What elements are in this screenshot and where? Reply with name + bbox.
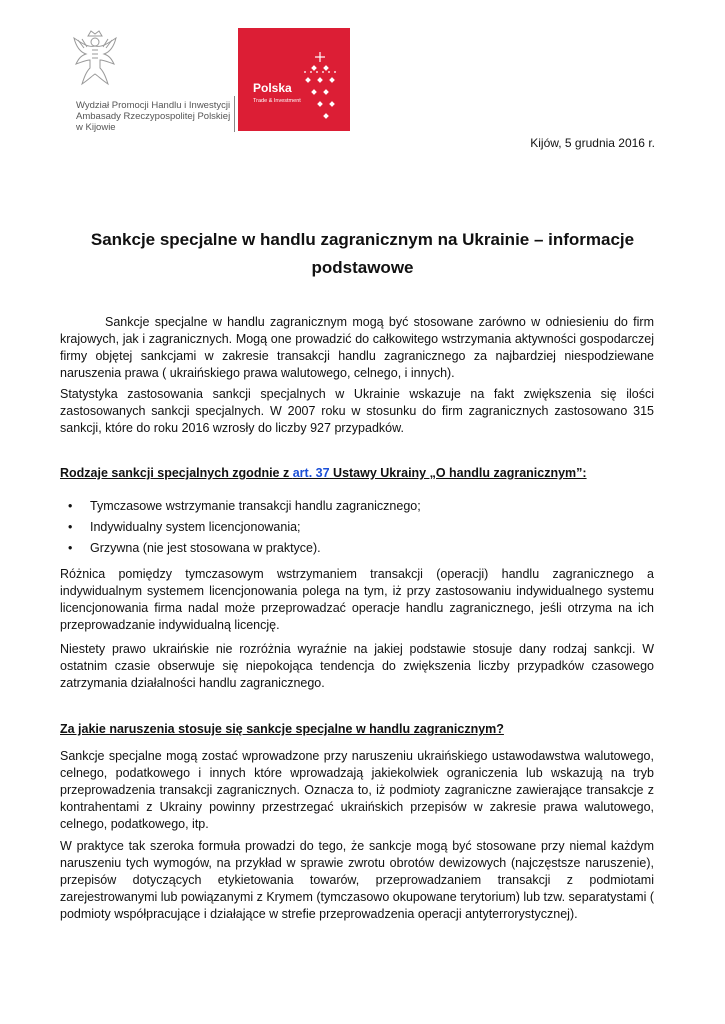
paragraph: W praktyce tak szeroka formuła prowadzi do tego, że sankcje mogą być stosowane przy niemal każdym naruszeniu tych wymogów, na przykład w sprawie zwrotu obrotów dewizowych (najczęstsze naruszenie), przepisów dotyczących etykietowania towarów, przeprowadzaniem transakcji z podmiotami zarejestrowanymi lub powiązanymi z Krymem (tymczasowo okupowane terytorium) lub tzw. separatystami ( podmioty współpracujące i działające w strefie przeprowadzenia operacji antyterrorystycznej). — [60, 839, 654, 921]
logo-subtitle: Trade & Investment — [253, 98, 301, 104]
heading-text: Ustawy Ukrainy „O handlu zagranicznym”: — [329, 466, 587, 480]
paragraph: Różnica pomiędzy tymczasowym wstrzymaniem transakcji (operacji) handlu zagranicznego a indywidualnym systemem licencjonowania polega na tym, iż przy zastosowaniu indywidualnego systemu licencjonowania firma nadal może przeprowadzać operacje handlu zagranicznego, jeśli otrzyma na ich przeprowadzanie indywidualną licencję. — [60, 567, 654, 632]
ministry-line: Wydział Promocji Handlu i Inwestycji — [76, 100, 231, 111]
logo-pattern-icon — [298, 50, 342, 132]
ministry-name — [76, 100, 230, 133]
header-divider — [234, 96, 235, 132]
heading-text: Rodzaje sankcji specjalnych zgodnie z — [60, 466, 293, 480]
bullet-icon: • — [68, 520, 73, 534]
paragraph: Statystyka zastosowania sankcji specjalnych w Ukrainie wskazuje na fakt zwiększenia się ilości zastosowanych sankcji specjalnych. W 2007 roku w stosunku do firm zagranicznych zastosowano 315 sankcji, które do roku 2016 wzrosły do liczby 927 przypadków. — [60, 387, 654, 435]
list-item-text: Grzywna (nie jest stosowana w praktyce). — [90, 541, 321, 555]
ministry-line: w Kijowie — [76, 122, 116, 133]
polska-trade-investment-logo — [238, 28, 350, 131]
section-heading: Za jakie naruszenia stosuje się sankcje specjalne w handlu zagranicznym? — [60, 722, 504, 736]
document-date: Kijów, 5 grudnia 2016 r. — [530, 136, 655, 150]
sanction-types-list — [60, 496, 654, 559]
paragraph: Sankcje specjalne w handlu zagranicznym mogą być stosowane zarówno w odniesieniu do firm krajowych, jak i zagranicznych. Mogą one prowadzić do całkowitego wstrzymania aktywności gospodarczej firmy objętej sankcjami w zakresie transakcji handlu zagranicznego za najbardziej niespodziewane naruszenia prawa ( ukraińskiego prawa walutowego, celnego, i innych). — [60, 315, 654, 380]
list-item-text: Tymczasowe wstrzymanie transakcji handlu zagranicznego; — [90, 499, 421, 513]
title-line: Sankcje specjalne w handlu zagranicznym na Ukrainie – informacje — [90, 230, 635, 249]
ministry-line: Ambasady Rzeczypospolitej Polskiej — [76, 111, 231, 122]
list-item — [60, 517, 654, 538]
document-title — [60, 226, 665, 282]
polish-eagle-emblem-icon — [70, 28, 120, 88]
bullet-icon: • — [68, 499, 73, 513]
list-item-text: Indywidualny system licencjonowania; — [90, 520, 301, 534]
section-heading — [60, 466, 587, 480]
logo-name: Polska — [253, 81, 292, 95]
list-item — [60, 496, 654, 517]
list-item — [60, 538, 654, 559]
title-line: podstawowe — [311, 258, 414, 277]
paragraph: Sankcje specjalne mogą zostać wprowadzone przy naruszeniu ukraińskiego ustawodawstwa walutowego, celnego, podatkowego i innych które wprowadzają jakiekolwiek ograniczenia lub wskazują na tryb przeprowadzenia transakcji zagranicznych. Oznacza to, iż podmioty zagraniczne zawierające transakcje z kontrahentami z Ukrainy powinny przestrzegać ukraińskich przepisów w zakresie prawa walutowego, celnego, podatkowego, itp. — [60, 749, 654, 831]
bullet-icon: • — [68, 541, 73, 555]
paragraph: Niestety prawo ukraińskie nie rozróżnia wyraźnie na jakiej podstawie stosuje dany rodzaj sankcji. W ostatnim czasie obserwuje się niepokojąca tendencja do zwiększenia liczby przypadków czasowego zatrzymania działalności handlu zagranicznego. — [60, 642, 654, 690]
article-37-link[interactable]: art. 37 — [292, 466, 330, 480]
